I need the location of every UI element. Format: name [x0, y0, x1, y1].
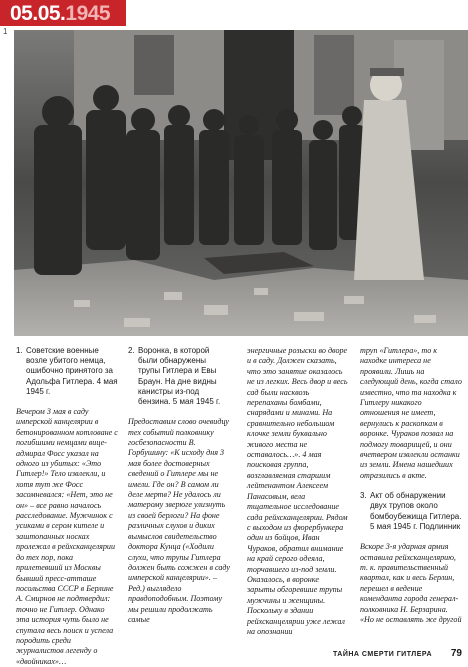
running-footer-title: ТАЙНА СМЕРТИ ГИТЛЕРА: [332, 651, 432, 658]
caption-text: Воронка, в которой были обнаружены трупы Гитлера и Евы Браун. На дне видны канистры из-под бензина. 5 мая 1945 г.: [138, 346, 221, 407]
caption-number: 3.: [360, 491, 367, 501]
column-3: [247, 346, 349, 637]
caption-number: 2.: [128, 346, 135, 355]
date-main: 05.05.: [10, 2, 66, 25]
caption-text: Советские военные возле убитого немца, ошибочно принятого за Адольфа Гитлера. 4 мая 1945 г.: [26, 346, 118, 396]
date-year: 1945: [65, 2, 111, 25]
column-4: [360, 346, 462, 625]
photo-index-label: 1: [3, 27, 8, 36]
body-text: Вечером 3 мая в саду имперской канцелярии в бетонированном котловане с погибшими немцами вице-адмирал Фосс указал на одного из убитых: «Это Гитлер!» Тело извлекли, и хотя тут же Фосс засомневался: «Нет, это не он» – все равно началось расследование. Мужчинок с усиками в сером кителе и заштопанных носках пролежал в рейхсканцелярии до тех пор, пока прилетевший из Москвы бывший пресс-атташе посольства СССР в Берлине А. Смирнов не подтвердил: точно не Гитлер. Однако эта история чуть было не спутала весь поиск и успела породить среди журналистов легенду о «двойниках»…: [16, 407, 118, 666]
date-header: [0, 0, 126, 26]
column-1: [16, 346, 118, 667]
body-text: труп «Гитлера», то к находке интереса не проявили. Лишь на следующий день, когда стало известно, что та находка к Гитлеру никакого отношения не имеет, вернулись к раскопкам в воронке. Чураков позвал на подмогу товарищей, и они вчетвером извлекли останки из земли. Имена нашедших отразились в акте.: [360, 346, 462, 480]
archival-photo: [14, 30, 468, 336]
body-text-continued: Вскоре 3-я ударная армия оставила рейхсканцелярию, т. к. правительственный квартал, как и весь Берлин, перешел в ведение коменданта города генерал-полковника Н. Берзарина. «Но не оставлять же другой: [360, 542, 462, 624]
caption-number: 1.: [16, 346, 23, 355]
column-2: [128, 346, 230, 625]
caption-2: [128, 346, 230, 407]
caption-3: [360, 491, 462, 532]
caption-text: Акт об обнаружении двух трупов около бомбоубежища Гитлера. 5 мая 1945 г. Подлинник: [370, 491, 462, 531]
caption-1: [16, 346, 118, 397]
body-text: Предоставим слово очевидцу тех событий полковнику госбезопасности В. Горбушину: «К исходу дня 3 мая более достоверных сведений о Гитлере мы не имели. Где он? В самом ли деле мертв? Не удалось ли матерому зверюге улизнуть из своей берлоги? На фоне различных слухов и диких вымыслов свидетельство доктора Кунца («Ходили слухи, что трупы Гитлера должен быть сожжен в саду имперской канцелярии». – Ред.) выглядело правдоподобным. Поэтому мы решили продолжать самые: [128, 417, 230, 624]
page-number: 79: [450, 648, 462, 659]
body-text: энергичные розыски во дворе и в саду. Должен сказать, что это занятие оказалось не из легких. Весь двор и весь сад были насквозь перепаханы бомбами, снарядами и минами. На сравнительно небольшом клочке земли буквально живого места не оставалось…». 4 мая поисковая группа, возглавляемая старшим лейтенантом Алексеем Панасовым, вела тщательное исследование сада рейхсканцелярии. Рядом с выходом из фюрербункера один из бойцов, Иван Чураков, обратил внимание на край серого одеяла, торчавшего из-под земли. Оказалось, в воронке зарыты обгоревшие трупы мужчины и женщины. Поскольку в здании рейхсканцелярии уже лежал на опознании: [247, 346, 348, 636]
